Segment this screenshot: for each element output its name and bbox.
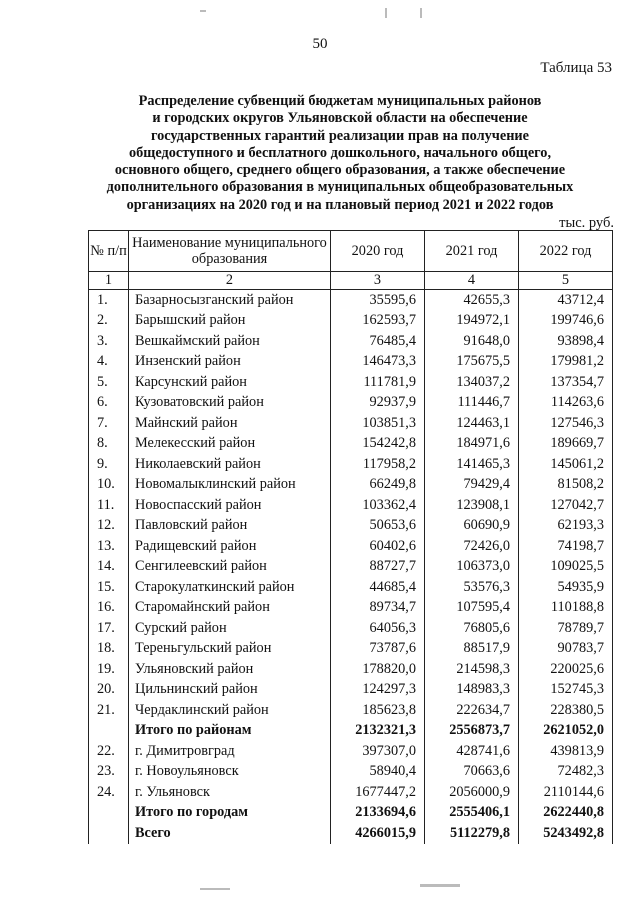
table-row xyxy=(89,639,613,660)
value-2022: 114263,6 xyxy=(519,393,613,414)
value-2022: 189669,7 xyxy=(519,434,613,455)
header-number: № п/п xyxy=(89,231,129,272)
table-row xyxy=(89,495,613,516)
table-number: Таблица 53 xyxy=(540,60,612,76)
value-2022: 2621052,0 xyxy=(519,721,613,742)
value-2020: 44685,4 xyxy=(331,577,425,598)
row-number xyxy=(89,823,129,844)
row-number: 23. xyxy=(89,762,129,783)
title-line: организациях на 2020 год и на плановый период 2021 и 2022 годов xyxy=(126,196,554,213)
value-2021: 106373,0 xyxy=(425,557,519,578)
value-2021: 42655,3 xyxy=(425,290,519,311)
table-row xyxy=(89,352,613,373)
value-2020: 88727,7 xyxy=(331,557,425,578)
value-2020: 50653,6 xyxy=(331,516,425,537)
value-2022: 2622440,8 xyxy=(519,803,613,824)
value-2021: 134037,2 xyxy=(425,372,519,393)
value-2021: 70663,6 xyxy=(425,762,519,783)
row-number: 3. xyxy=(89,331,129,352)
value-2020: 111781,9 xyxy=(331,372,425,393)
municipality-name: Кузоватовский район xyxy=(129,393,331,414)
value-2021: 124463,1 xyxy=(425,413,519,434)
column-index: 3 xyxy=(331,272,425,290)
value-2020: 103362,4 xyxy=(331,495,425,516)
value-2021: 107595,4 xyxy=(425,598,519,619)
total-row xyxy=(89,721,613,742)
municipality-name: Майнский район xyxy=(129,413,331,434)
value-2020: 76485,4 xyxy=(331,331,425,352)
value-2021: 72426,0 xyxy=(425,536,519,557)
row-number: 11. xyxy=(89,495,129,516)
row-number: 9. xyxy=(89,454,129,475)
value-2020: 73787,6 xyxy=(331,639,425,660)
value-2020: 60402,6 xyxy=(331,536,425,557)
municipality-name: Чердаклинский район xyxy=(129,700,331,721)
value-2020: 4266015,9 xyxy=(331,823,425,844)
municipality-name: Барышский район xyxy=(129,311,331,332)
subvention-table xyxy=(88,230,613,844)
value-2020: 178820,0 xyxy=(331,659,425,680)
value-2020: 117958,2 xyxy=(331,454,425,475)
table-row xyxy=(89,557,613,578)
value-2021: 79429,4 xyxy=(425,475,519,496)
column-index: 4 xyxy=(425,272,519,290)
row-number xyxy=(89,803,129,824)
scan-artifact xyxy=(385,8,387,18)
value-2022: 81508,2 xyxy=(519,475,613,496)
total-row xyxy=(89,803,613,824)
value-2022: 2110144,6 xyxy=(519,782,613,803)
value-2021: 60690,9 xyxy=(425,516,519,537)
value-2022: 74198,7 xyxy=(519,536,613,557)
units-label: тыс. руб. xyxy=(559,215,614,231)
header-2022: 2022 год xyxy=(519,231,613,272)
value-2022: 228380,5 xyxy=(519,700,613,721)
value-2021: 2556873,7 xyxy=(425,721,519,742)
value-2022: 145061,2 xyxy=(519,454,613,475)
column-index: 5 xyxy=(519,272,613,290)
table-row xyxy=(89,782,613,803)
value-2020: 2133694,6 xyxy=(331,803,425,824)
value-2021: 2056000,9 xyxy=(425,782,519,803)
row-number: 10. xyxy=(89,475,129,496)
value-2022: 109025,5 xyxy=(519,557,613,578)
municipality-name: Вешкаймский район xyxy=(129,331,331,352)
value-2021: 148983,3 xyxy=(425,680,519,701)
scan-artifact xyxy=(200,10,206,12)
municipality-name: Цильнинский район xyxy=(129,680,331,701)
table-row xyxy=(89,516,613,537)
municipality-name: Сурский район xyxy=(129,618,331,639)
row-number: 8. xyxy=(89,434,129,455)
value-2022: 152745,3 xyxy=(519,680,613,701)
value-2022: 220025,6 xyxy=(519,659,613,680)
value-2020: 124297,3 xyxy=(331,680,425,701)
value-2021: 184971,6 xyxy=(425,434,519,455)
municipality-name: г. Новоульяновск xyxy=(129,762,331,783)
value-2021: 214598,3 xyxy=(425,659,519,680)
value-2021: 5112279,8 xyxy=(425,823,519,844)
value-2021: 91648,0 xyxy=(425,331,519,352)
value-2020: 64056,3 xyxy=(331,618,425,639)
municipality-name: Старомайнский район xyxy=(129,598,331,619)
header-2021: 2021 год xyxy=(425,231,519,272)
row-number: 5. xyxy=(89,372,129,393)
municipality-name: Новоспасский район xyxy=(129,495,331,516)
row-number xyxy=(89,721,129,742)
row-number: 12. xyxy=(89,516,129,537)
value-2021: 141465,3 xyxy=(425,454,519,475)
scan-artifact xyxy=(200,888,230,890)
value-2020: 89734,7 xyxy=(331,598,425,619)
row-number: 2. xyxy=(89,311,129,332)
municipality-name: Старокулаткинский район xyxy=(129,577,331,598)
scan-artifact xyxy=(420,8,422,18)
row-number: 19. xyxy=(89,659,129,680)
table-row xyxy=(89,536,613,557)
table-row xyxy=(89,680,613,701)
row-number: 14. xyxy=(89,557,129,578)
row-number: 6. xyxy=(89,393,129,414)
table-row xyxy=(89,393,613,414)
row-number: 18. xyxy=(89,639,129,660)
table-row xyxy=(89,413,613,434)
municipality-name: г. Димитровград xyxy=(129,741,331,762)
value-2022: 127546,3 xyxy=(519,413,613,434)
municipality-name: Ульяновский район xyxy=(129,659,331,680)
value-2021: 76805,6 xyxy=(425,618,519,639)
table-body xyxy=(89,290,613,844)
value-2020: 146473,3 xyxy=(331,352,425,373)
page-number: 50 xyxy=(312,36,328,52)
value-2020: 397307,0 xyxy=(331,741,425,762)
table-row xyxy=(89,618,613,639)
table-row xyxy=(89,331,613,352)
title-line: и городских округов Ульяновской области на обеспечение xyxy=(152,110,528,127)
table-row xyxy=(89,659,613,680)
title-line: Распределение субвенций бюджетам муниципальных районов xyxy=(138,93,542,109)
table-row xyxy=(89,700,613,721)
table-row xyxy=(89,454,613,475)
municipality-name: Инзенский район xyxy=(129,352,331,373)
value-2020: 103851,3 xyxy=(331,413,425,434)
municipality-name: Итого по городам xyxy=(129,803,331,824)
value-2020: 66249,8 xyxy=(331,475,425,496)
value-2022: 137354,7 xyxy=(519,372,613,393)
value-2022: 90783,7 xyxy=(519,639,613,660)
value-2020: 185623,8 xyxy=(331,700,425,721)
table-row xyxy=(89,762,613,783)
row-number: 15. xyxy=(89,577,129,598)
value-2022: 43712,4 xyxy=(519,290,613,311)
value-2021: 222634,7 xyxy=(425,700,519,721)
value-2020: 92937,9 xyxy=(331,393,425,414)
municipality-name: Тереньгульский район xyxy=(129,639,331,660)
municipality-name: г. Ульяновск xyxy=(129,782,331,803)
row-number: 13. xyxy=(89,536,129,557)
table-row xyxy=(89,372,613,393)
table-row xyxy=(89,434,613,455)
value-2021: 175675,5 xyxy=(425,352,519,373)
municipality-name: Мелекесский район xyxy=(129,434,331,455)
municipality-name: Базарносызганский район xyxy=(129,290,331,311)
title-line: государственных гарантий реализации прав на получение xyxy=(150,127,530,144)
title-line: общедоступного и бесплатного дошкольного, начального общего, xyxy=(128,144,552,161)
municipality-name: Сенгилеевский район xyxy=(129,557,331,578)
header-name: Наименование муниципального образования xyxy=(129,231,331,272)
table-row xyxy=(89,598,613,619)
value-2020: 58940,4 xyxy=(331,762,425,783)
value-2021: 123908,1 xyxy=(425,495,519,516)
title-line: основного общего, среднего общего образования, а также обеспечение xyxy=(114,162,566,179)
value-2021: 2555406,1 xyxy=(425,803,519,824)
row-number: 22. xyxy=(89,741,129,762)
title-line: дополнительного образования в муниципальных общеобразовательных xyxy=(106,179,574,196)
table-row xyxy=(89,311,613,332)
table-row xyxy=(89,741,613,762)
municipality-name: Радищевский район xyxy=(129,536,331,557)
scan-artifact xyxy=(420,884,460,887)
municipality-name: Павловский район xyxy=(129,516,331,537)
value-2022: 5243492,8 xyxy=(519,823,613,844)
value-2022: 54935,9 xyxy=(519,577,613,598)
municipality-name: Николаевский район xyxy=(129,454,331,475)
value-2020: 1677447,2 xyxy=(331,782,425,803)
header-2020: 2020 год xyxy=(331,231,425,272)
table-row xyxy=(89,475,613,496)
municipality-name: Новомалыклинский район xyxy=(129,475,331,496)
table-row xyxy=(89,290,613,311)
value-2021: 194972,1 xyxy=(425,311,519,332)
value-2021: 428741,6 xyxy=(425,741,519,762)
total-row xyxy=(89,823,613,844)
value-2022: 179981,2 xyxy=(519,352,613,373)
value-2022: 72482,3 xyxy=(519,762,613,783)
row-number: 17. xyxy=(89,618,129,639)
row-number: 21. xyxy=(89,700,129,721)
value-2022: 93898,4 xyxy=(519,331,613,352)
value-2020: 35595,6 xyxy=(331,290,425,311)
document-title xyxy=(70,93,610,214)
value-2022: 62193,3 xyxy=(519,516,613,537)
municipality-name: Карсунский район xyxy=(129,372,331,393)
table-row xyxy=(89,577,613,598)
row-number: 7. xyxy=(89,413,129,434)
column-index: 1 xyxy=(89,272,129,290)
value-2022: 199746,6 xyxy=(519,311,613,332)
value-2022: 78789,7 xyxy=(519,618,613,639)
column-index: 2 xyxy=(129,272,331,290)
municipality-name: Итого по районам xyxy=(129,721,331,742)
value-2020: 154242,8 xyxy=(331,434,425,455)
value-2022: 127042,7 xyxy=(519,495,613,516)
value-2020: 2132321,3 xyxy=(331,721,425,742)
value-2021: 111446,7 xyxy=(425,393,519,414)
row-number: 16. xyxy=(89,598,129,619)
value-2021: 53576,3 xyxy=(425,577,519,598)
municipality-name: Всего xyxy=(129,823,331,844)
value-2021: 88517,9 xyxy=(425,639,519,660)
value-2020: 162593,7 xyxy=(331,311,425,332)
value-2022: 110188,8 xyxy=(519,598,613,619)
row-number: 20. xyxy=(89,680,129,701)
row-number: 1. xyxy=(89,290,129,311)
row-number: 24. xyxy=(89,782,129,803)
row-number: 4. xyxy=(89,352,129,373)
value-2022: 439813,9 xyxy=(519,741,613,762)
